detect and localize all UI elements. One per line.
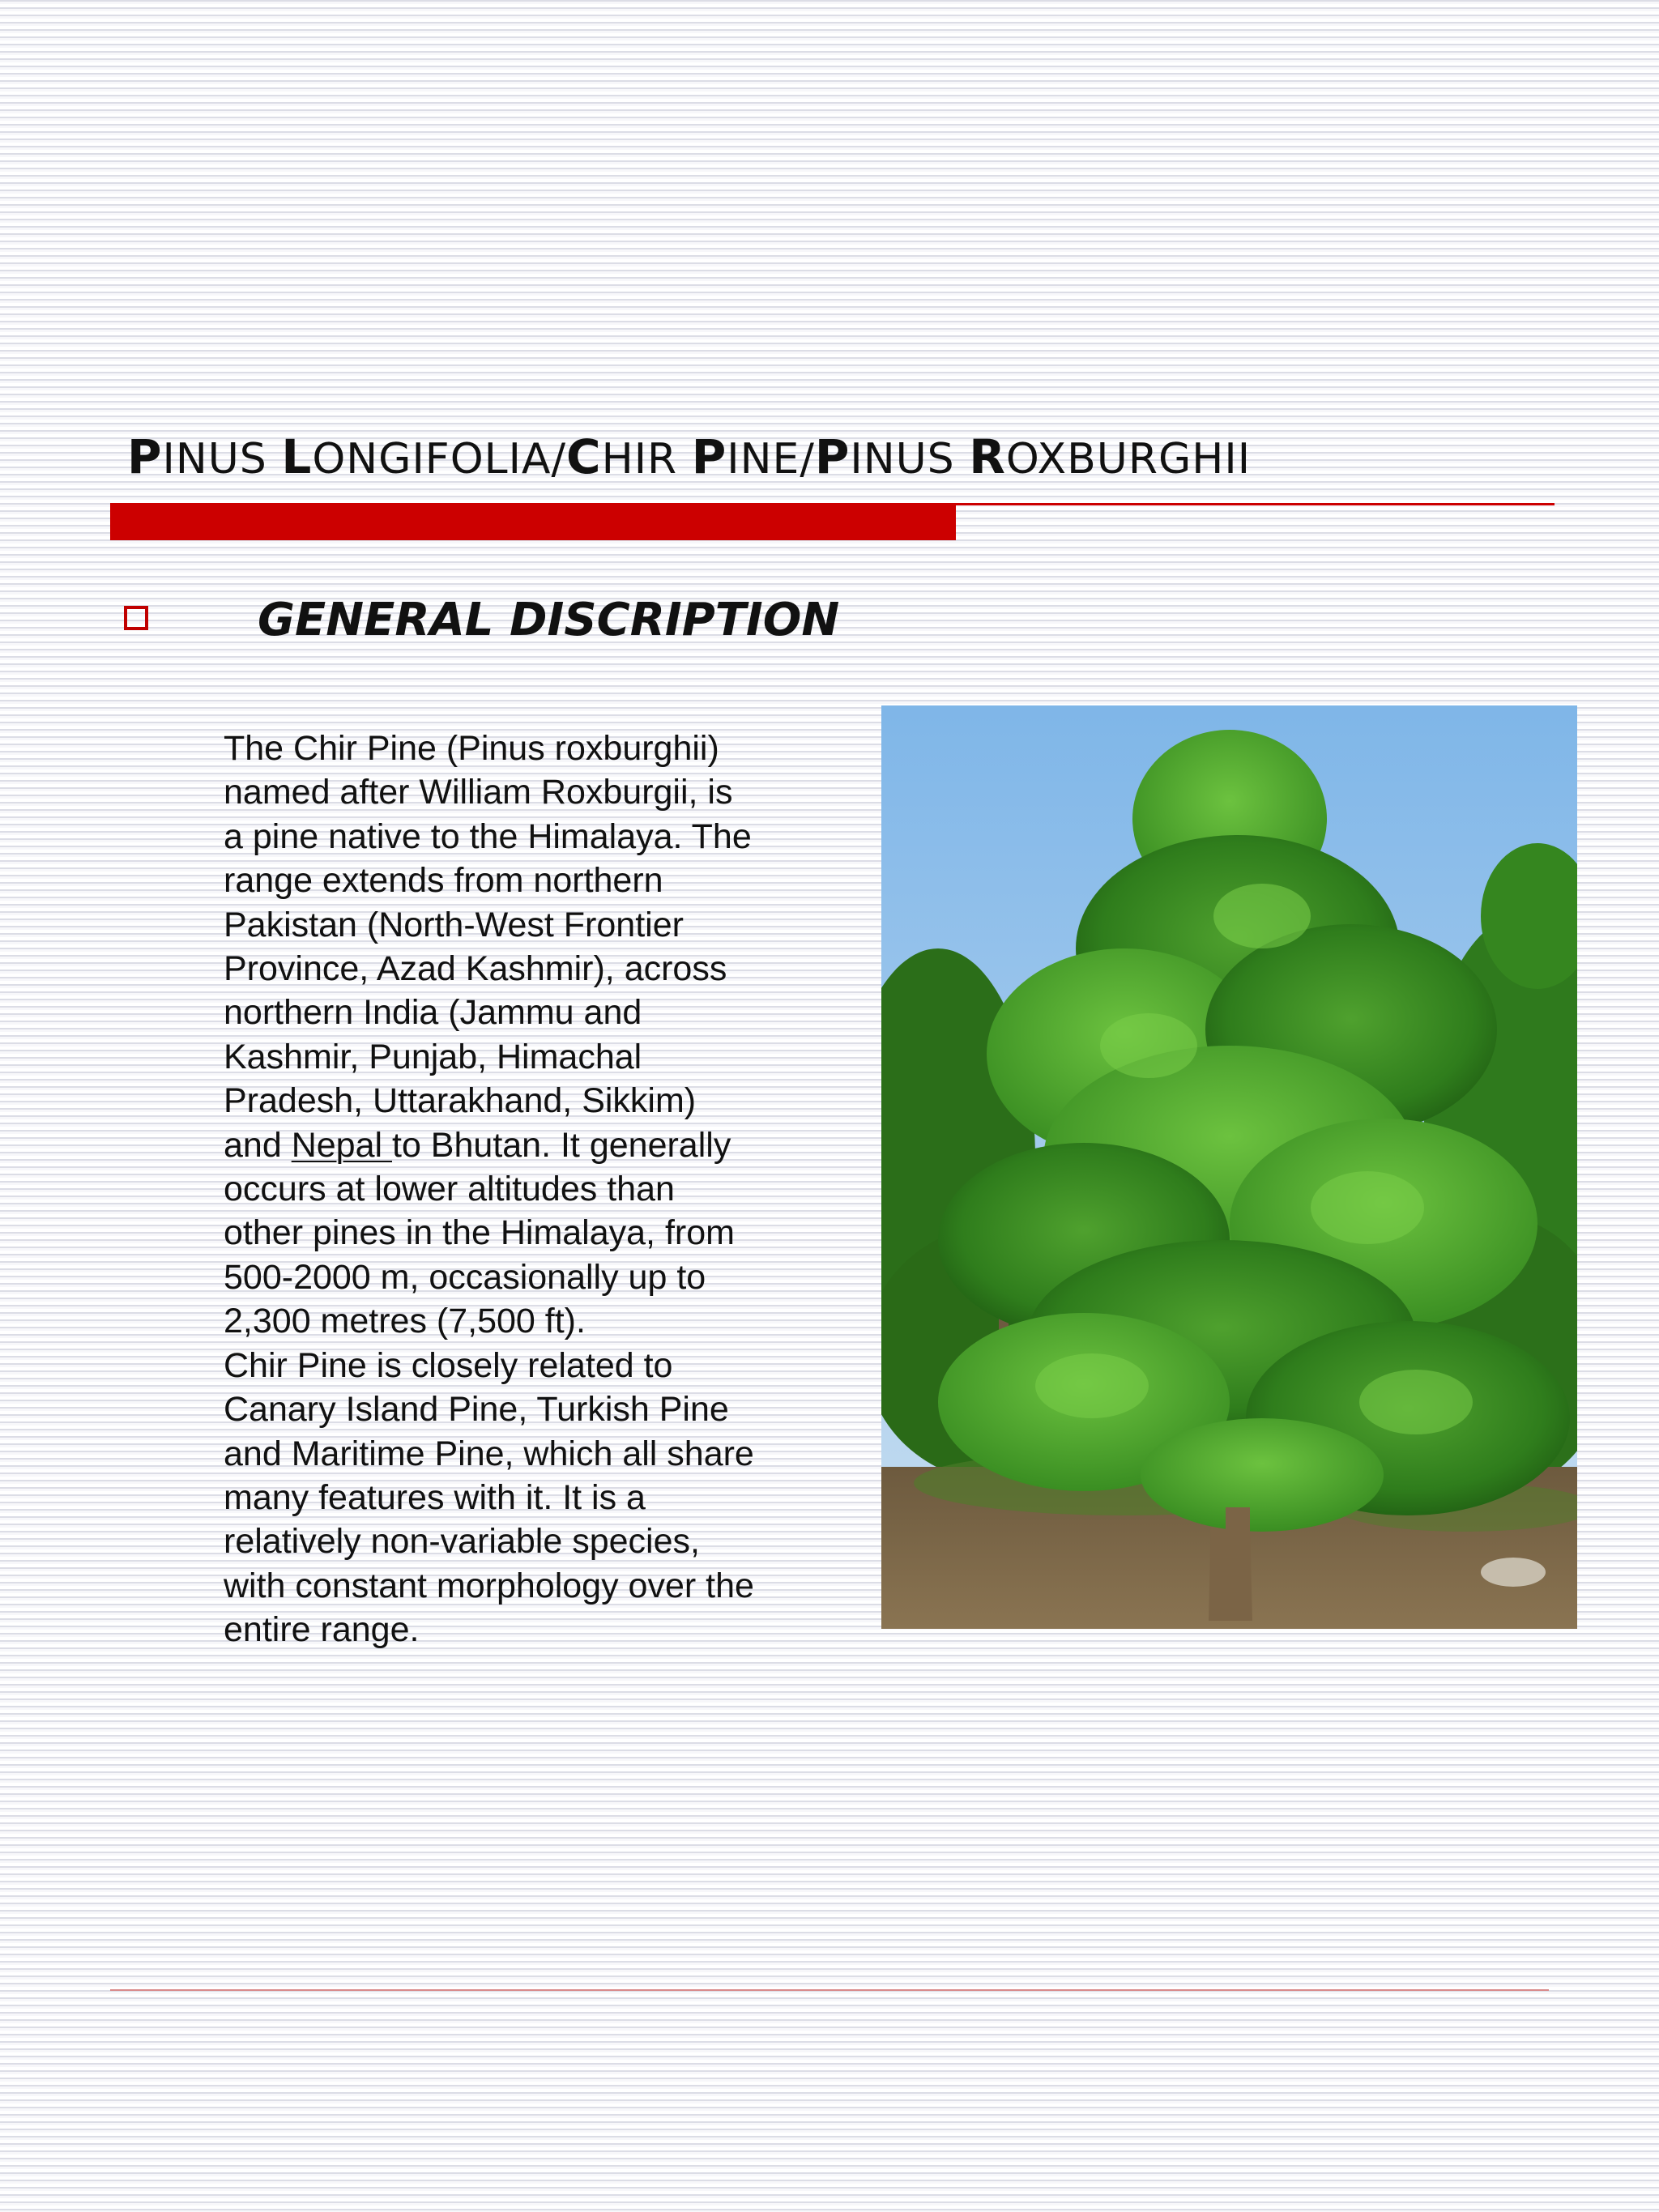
slide-title: [127, 429, 1251, 484]
description-text: [224, 727, 815, 1652]
text-line: and Maritime Pine, which all share: [224, 1434, 754, 1473]
text-line: many features with it. It is a: [224, 1477, 646, 1517]
title-underline-bar: [110, 505, 956, 540]
text-line: Pradesh, Uttarakhand, Sikkim): [224, 1081, 697, 1121]
text-line: The Chir Pine (Pinus roxburghii): [224, 729, 719, 768]
text-line: Pakistan (North-West Frontier: [224, 905, 684, 944]
title-seg-0: PINUS: [127, 429, 282, 484]
text-line: occurs at lower altitudes than: [224, 1170, 675, 1209]
pine-tree-illustration: [881, 705, 1577, 1629]
text-line: Province, Azad Kashmir), across: [224, 949, 727, 989]
text-line: Chir Pine is closely related to: [224, 1345, 673, 1385]
title-seg-2: CHIR: [566, 429, 692, 484]
text-line: relatively non-variable species,: [224, 1522, 700, 1562]
pine-tree-photo: [881, 705, 1577, 1629]
text-line: 500-2000 m, occasionally up to: [224, 1257, 706, 1297]
title-seg-4: PINUS: [814, 429, 970, 484]
text-line: a pine native to the Himalaya. The: [224, 816, 752, 856]
text-line: Canary Island Pine, Turkish Pine: [224, 1390, 729, 1430]
text-line: named after William Roxburgii, is: [224, 773, 733, 812]
nepal-link[interactable]: Nepal: [291, 1125, 392, 1165]
title-seg-3: PINE/: [691, 429, 815, 484]
text-line: entire range.: [224, 1610, 420, 1650]
text-line: range extends from northern: [224, 861, 663, 901]
section-heading: GENERAL DISCRIPTION: [258, 594, 840, 646]
text-line: northern India (Jammu and: [224, 993, 642, 1033]
text-line: other pines in the Himalaya, from: [224, 1213, 735, 1253]
footer-rule: [110, 1989, 1549, 1991]
text-line: 2,300 metres (7,500 ft).: [224, 1302, 586, 1341]
text-line: Kashmir, Punjab, Himachal: [224, 1037, 642, 1076]
square-bullet-icon: [124, 606, 148, 630]
text-line: with constant morphology over the: [224, 1566, 754, 1605]
text-line-nepal: and Nepal to Bhutan. It generally: [224, 1125, 731, 1165]
title-seg-1: LONGIFOLIA/: [281, 429, 567, 484]
title-seg-5: ROXBURGHII: [969, 429, 1252, 484]
